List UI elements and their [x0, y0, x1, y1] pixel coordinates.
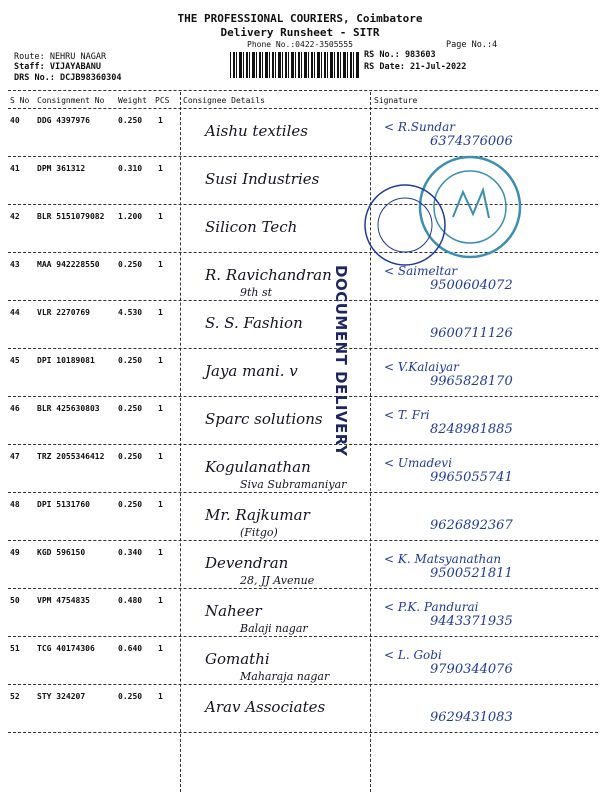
recipient-phone: 9965828170 — [430, 374, 513, 389]
row-divider — [8, 300, 598, 301]
consignment-number: BLR 425630803 — [37, 404, 100, 413]
rs-date: RS Date: 21-Jul-2022 — [364, 62, 467, 72]
pcs-count: 1 — [158, 548, 163, 557]
col-header-sno: S No — [10, 96, 30, 105]
serial-number: 45 — [10, 356, 20, 365]
company-title: THE PROFESSIONAL COURIERS, Coimbatore — [177, 12, 423, 25]
consignee-address: Maharaja nagar — [240, 670, 330, 683]
recipient-signature: < K. Matsyanathan — [384, 552, 502, 566]
consignee-address: 28, JJ Avenue — [240, 574, 315, 587]
weight-value: 0.250 — [118, 500, 143, 509]
recipient-signature: < Umadevi — [384, 456, 452, 470]
table-row — [0, 398, 600, 446]
consignment-number: DDG 4397976 — [37, 116, 90, 125]
recipient-phone: 6374376006 — [430, 134, 513, 149]
consignee-name: Kogulanathan — [205, 458, 311, 476]
row-divider — [8, 588, 598, 589]
consignee-name: Naheer — [205, 602, 262, 620]
pcs-count: 1 — [158, 596, 163, 605]
row-divider — [8, 492, 598, 493]
consignee-name: Jaya mani. v — [205, 362, 298, 380]
col-header-consignee: Consignee Details — [183, 96, 265, 105]
serial-number: 51 — [10, 644, 20, 653]
table-row — [0, 302, 600, 350]
consignee-address: Balaji nagar — [240, 622, 308, 635]
pcs-count: 1 — [158, 164, 163, 173]
consignee-name: R. Ravichandran — [205, 266, 332, 284]
pcs-count: 1 — [158, 452, 163, 461]
consignment-number: VLR 2270769 — [37, 308, 90, 317]
weight-value: 0.250 — [118, 116, 143, 125]
recipient-phone: 9600711126 — [430, 326, 513, 341]
col-header-signature: Signature — [374, 96, 418, 105]
consignment-number: KGD 596150 — [37, 548, 86, 557]
document-delivery-stamp: DOCUMENT DELIVERY — [332, 265, 350, 457]
consignee-name: S. S. Fashion — [205, 314, 303, 332]
serial-number: 44 — [10, 308, 20, 317]
row-divider — [8, 540, 598, 541]
header-divider-top — [8, 90, 598, 91]
recipient-signature: < R.Sundar — [384, 120, 455, 134]
header-divider-bottom — [8, 108, 598, 109]
recipient-phone: 9790344076 — [430, 662, 513, 677]
table-row — [0, 638, 600, 686]
consignee-name: Susi Industries — [205, 170, 320, 188]
recipient-phone: 9629431083 — [430, 710, 513, 725]
recipient-signature: < T. Fri — [384, 408, 430, 422]
col-header-consignment: Consignment No — [37, 96, 105, 105]
secondary-seal-stamp — [360, 180, 450, 270]
consignee-name: Devendran — [205, 554, 289, 572]
consignee-name: Aishu textiles — [205, 122, 308, 140]
consignment-number: TCG 40174306 — [37, 644, 95, 653]
drs-number: DRS No.: DCJB98360304 — [14, 73, 122, 83]
table-row — [0, 254, 600, 302]
serial-number: 46 — [10, 404, 20, 413]
consignee-name: Sparc solutions — [205, 410, 323, 428]
row-divider — [8, 252, 598, 253]
weight-value: 0.250 — [118, 452, 143, 461]
row-divider — [8, 348, 598, 349]
table-row — [0, 110, 600, 158]
consignee-address: (Fitgo) — [240, 526, 278, 539]
consignee-address: 9th st — [240, 286, 273, 299]
consignment-number: DPM 361312 — [37, 164, 86, 173]
recipient-phone: 9500604072 — [430, 278, 513, 293]
table-row — [0, 590, 600, 638]
consignment-number: DPI 10189081 — [37, 356, 95, 365]
serial-number: 40 — [10, 116, 20, 125]
pcs-count: 1 — [158, 644, 163, 653]
recipient-signature: < V.Kalaiyar — [384, 360, 459, 374]
recipient-phone: 9626892367 — [430, 518, 513, 533]
weight-value: 0.250 — [118, 404, 143, 413]
weight-value: 1.200 — [118, 212, 143, 221]
recipient-phone: 9443371935 — [430, 614, 513, 629]
serial-number: 48 — [10, 500, 20, 509]
pcs-count: 1 — [158, 260, 163, 269]
pcs-count: 1 — [158, 356, 163, 365]
table-row — [0, 494, 600, 542]
consignment-number: BLR 5151079082 — [37, 212, 105, 221]
recipient-phone: 9965055741 — [430, 470, 513, 485]
rs-number: RS No.: 983603 — [364, 50, 436, 60]
consignment-number: VPM 4754835 — [37, 596, 90, 605]
table-row — [0, 686, 600, 734]
weight-value: 0.480 — [118, 596, 143, 605]
row-divider — [8, 444, 598, 445]
recipient-signature: < Saimeltar — [384, 264, 458, 278]
recipient-phone: 9500521811 — [430, 566, 513, 581]
weight-value: 0.340 — [118, 548, 143, 557]
barcode — [230, 52, 360, 78]
row-divider — [8, 156, 598, 157]
consignment-number: DPI 5131760 — [37, 500, 90, 509]
serial-number: 43 — [10, 260, 20, 269]
consignee-name: Arav Associates — [205, 698, 326, 716]
row-divider — [8, 732, 598, 733]
weight-value: 0.310 — [118, 164, 143, 173]
row-divider — [8, 396, 598, 397]
consignee-address: Siva Subramaniyar — [240, 478, 347, 491]
table-row — [0, 446, 600, 494]
page-number: Page No.:4 — [446, 40, 498, 50]
pcs-count: 1 — [158, 212, 163, 221]
weight-value: 0.250 — [118, 692, 143, 701]
phone-number: Phone No.:0422-3505555 — [247, 40, 353, 49]
weight-value: 0.250 — [118, 260, 143, 269]
col-header-pcs: PCS — [155, 96, 170, 105]
consignment-number: STY 324207 — [37, 692, 86, 701]
consignee-name: Silicon Tech — [205, 218, 298, 236]
consignment-number: TRZ 2055346412 — [37, 452, 105, 461]
serial-number: 47 — [10, 452, 20, 461]
serial-number: 52 — [10, 692, 20, 701]
route-label: Route: NEHRU NAGAR — [14, 52, 107, 62]
serial-number: 49 — [10, 548, 20, 557]
serial-number: 50 — [10, 596, 20, 605]
serial-number: 41 — [10, 164, 20, 173]
pcs-count: 1 — [158, 500, 163, 509]
table-row — [0, 542, 600, 590]
pcs-count: 1 — [158, 404, 163, 413]
staff-label: Staff: VIJAYABANU — [14, 62, 101, 72]
row-divider — [8, 684, 598, 685]
weight-value: 0.640 — [118, 644, 143, 653]
pcs-count: 1 — [158, 116, 163, 125]
consignment-number: MAA 942228550 — [37, 260, 100, 269]
weight-value: 4.530 — [118, 308, 143, 317]
recipient-signature: < P.K. Pandurai — [384, 600, 479, 614]
col-header-weight: Weight — [118, 96, 147, 105]
consignee-name: Mr. Rajkumar — [205, 506, 310, 524]
runsheet-title: Delivery Runsheet - SITR — [220, 26, 380, 39]
weight-value: 0.250 — [118, 356, 143, 365]
pcs-count: 1 — [158, 692, 163, 701]
consignee-name: Gomathi — [205, 650, 270, 668]
recipient-signature: < L. Gobi — [384, 648, 442, 662]
row-divider — [8, 636, 598, 637]
recipient-phone: 8248981885 — [430, 422, 513, 437]
table-row — [0, 350, 600, 398]
pcs-count: 1 — [158, 308, 163, 317]
serial-number: 42 — [10, 212, 20, 221]
